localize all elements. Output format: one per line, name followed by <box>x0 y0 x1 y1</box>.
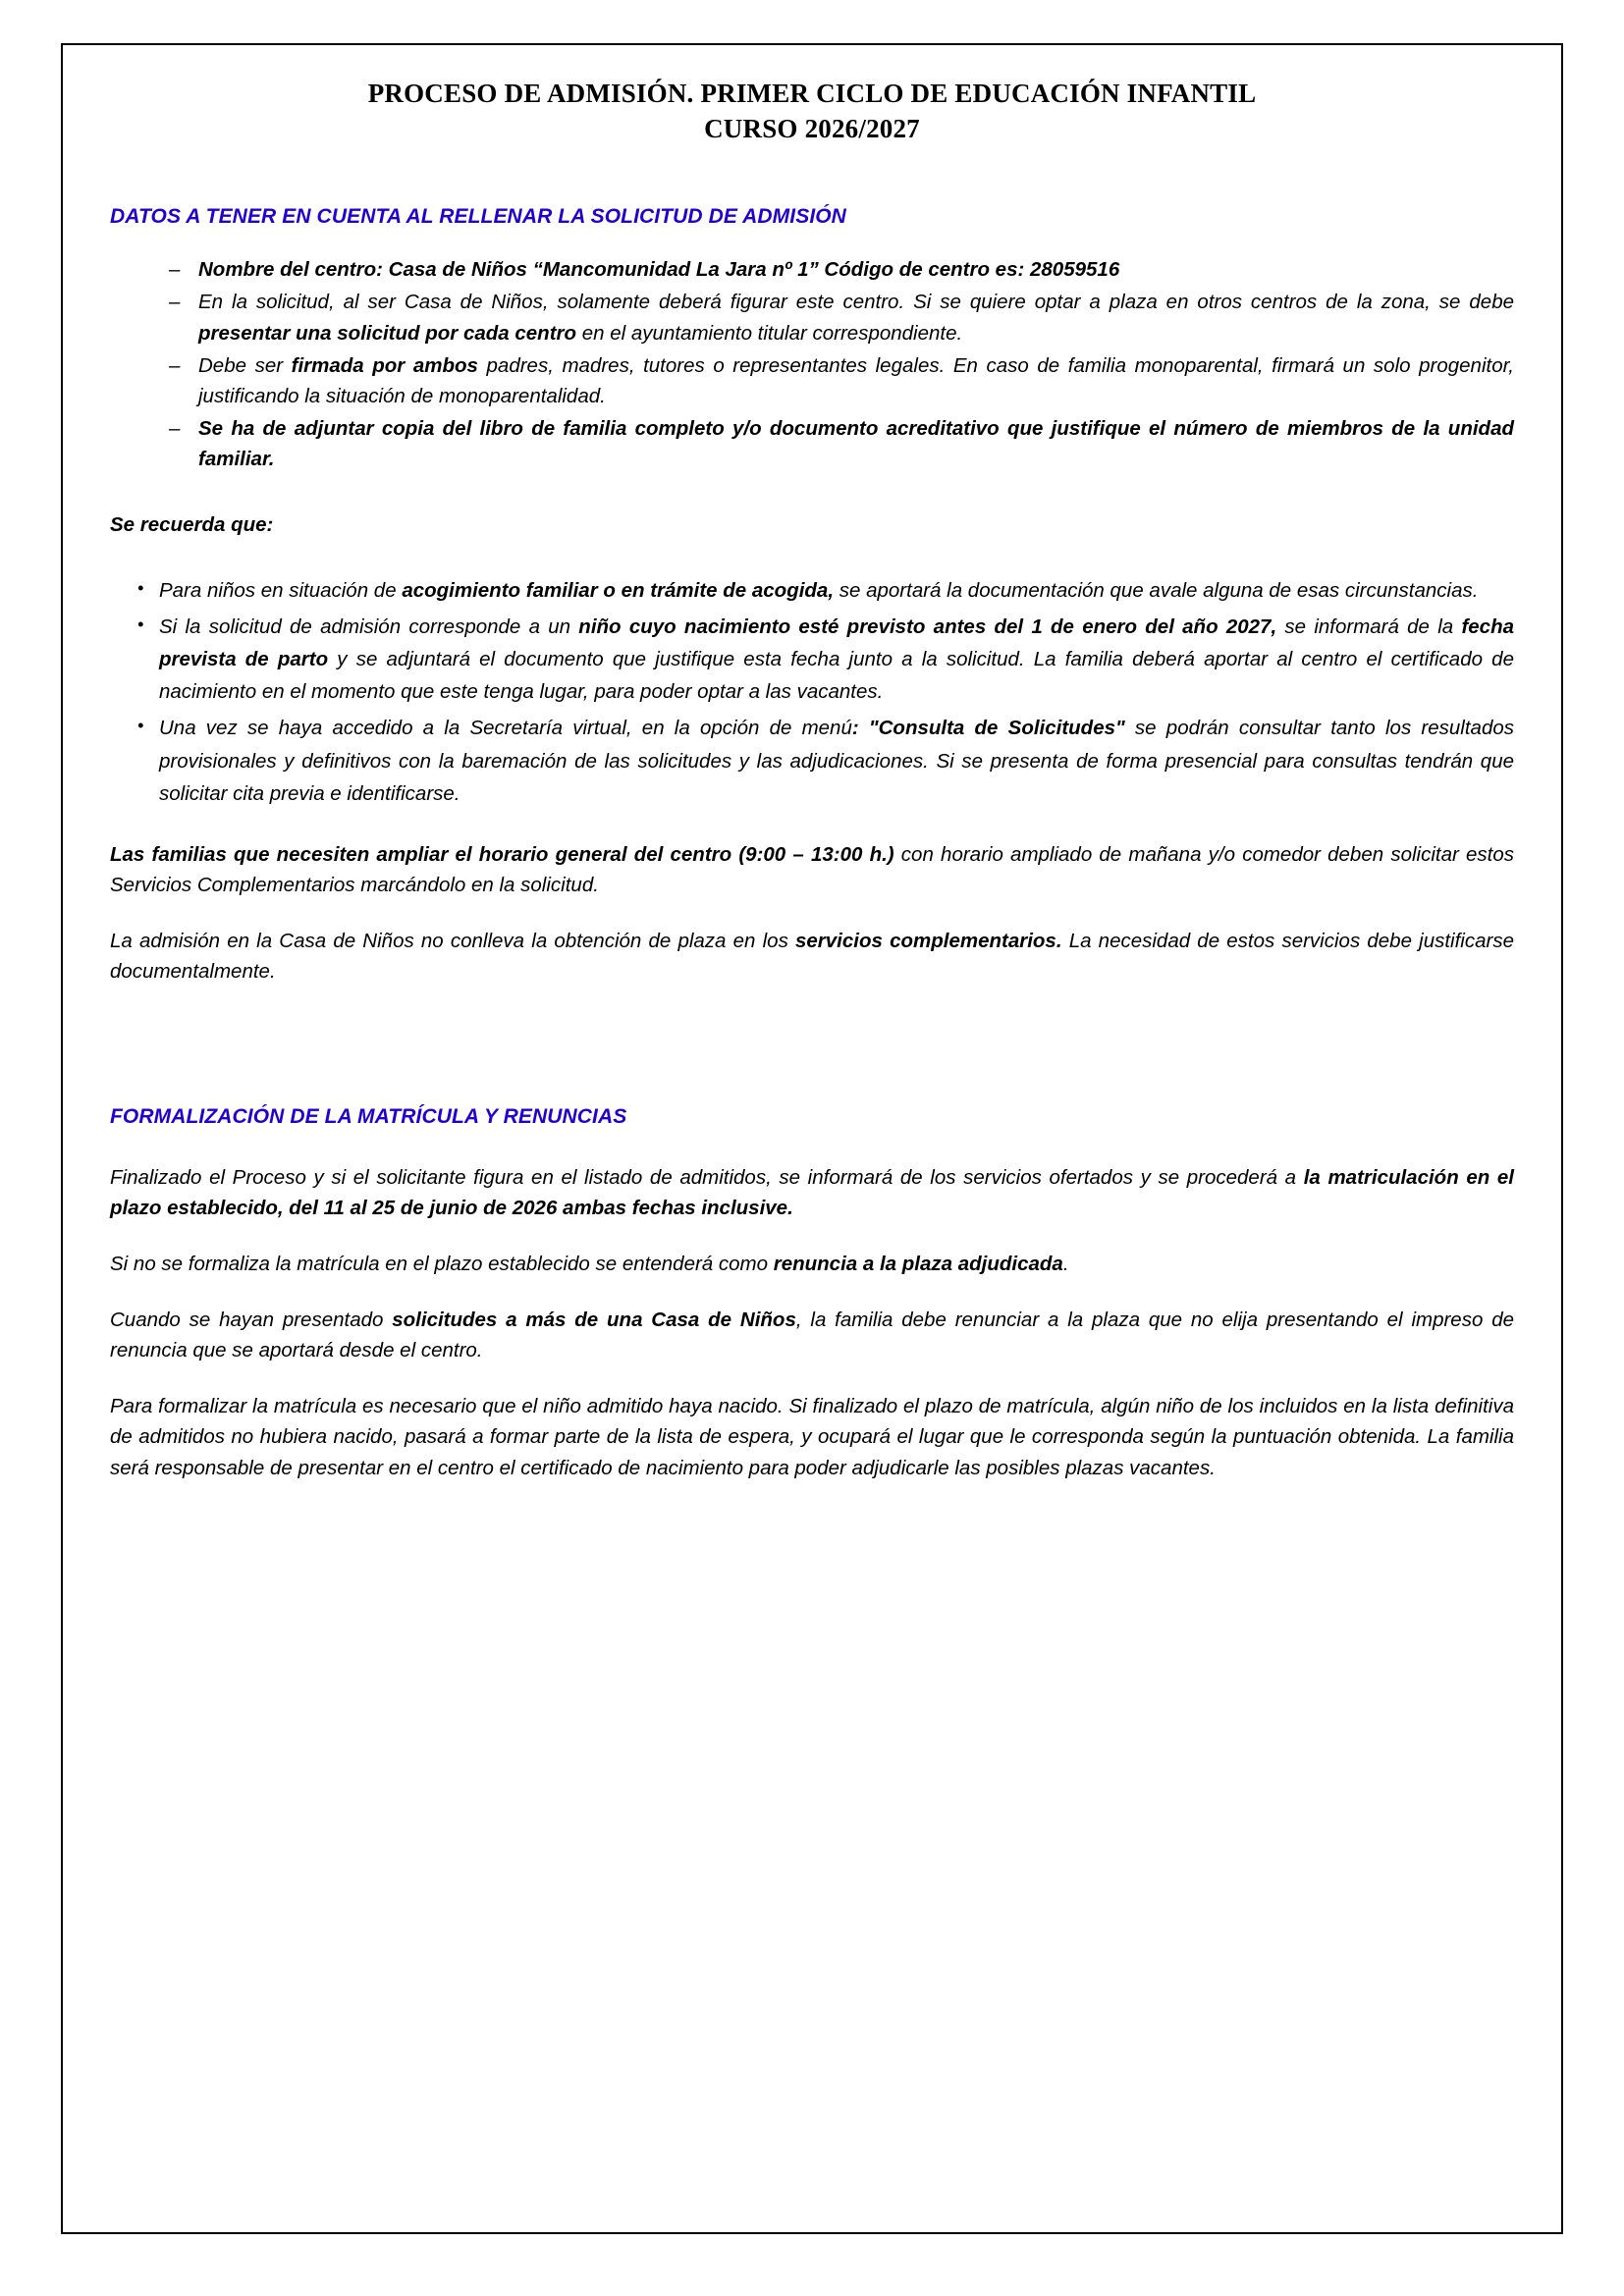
text-emphasis: Nombre del centro: Casa de Niños “Mancomunidad La Jara nº 1” Código de centro es: 28059516 <box>198 258 1120 282</box>
list-item <box>134 712 1514 810</box>
list-item <box>165 413 1514 474</box>
text-emphasis: niño cuyo nacimiento esté previsto antes del 1 de enero del año 2027, <box>578 614 1277 638</box>
list-item <box>165 287 1514 347</box>
reminder-bullets <box>134 574 1514 810</box>
text-emphasis: Se ha de adjuntar copia del libro de familia completo y/o documento acreditativo que justifique el número de miembros de la unidad familiar. <box>198 417 1514 471</box>
text-run: Cuando se hayan presentado <box>110 1308 393 1332</box>
paragraph <box>110 1162 1514 1223</box>
text-run: . <box>1062 1252 1069 1275</box>
list-item <box>165 254 1514 285</box>
text-run: En la solicitud, al ser Casa de Niños, solamente deberá figurar este centro. Si se quiere optar a plaza en otros centros de la zona, se debe <box>198 291 1514 314</box>
text-emphasis: solicitudes a más de una Casa de Niños <box>392 1308 796 1332</box>
text-run: padres, madres, tutores o representantes legales. En caso de familia monoparental, firmará un solo progenitor, justificando la situación de monoparentalidad. <box>198 353 1514 407</box>
text-run: se informará de la <box>1276 614 1462 638</box>
text-emphasis: renuncia a la plaza adjudicada <box>773 1252 1063 1275</box>
section-heading-datos: DATOS A TENER EN CUENTA AL RELLENAR LA SOLICITUD DE ADMISIÓN <box>110 205 846 229</box>
text-emphasis: fecha prevista de parto <box>159 614 1514 670</box>
text-run: Para niños en situación de <box>159 578 403 602</box>
text-run: Si no se formaliza la matrícula en el plazo establecido se entenderá como <box>110 1252 774 1275</box>
text-run: Una vez se haya accedido a la Secretaría virtual, en la opción de menú <box>159 717 852 740</box>
text-emphasis: presentar una solicitud por cada centro <box>198 321 577 345</box>
text-run: Finalizado el Proceso y si el solicitante figura en el listado de admitidos, se informará de los servicios ofertados y se procederá a <box>110 1165 1304 1189</box>
list-item <box>134 611 1514 709</box>
paragraph <box>110 1249 1514 1279</box>
text-run: y se adjuntará el documento que justifique esta fecha junto a la solicitud. La familia deberá aportar al centro el certificado de nacimiento en el momento que este tenga lugar, para poder optar a las vacantes. <box>159 647 1514 704</box>
text-run: Si la solicitud de admisión corresponde a un <box>159 614 579 638</box>
datos-list <box>165 254 1514 474</box>
list-item <box>134 574 1514 607</box>
paragraph <box>110 1391 1514 1482</box>
text-run: Para formalizar la matrícula es necesario que el niño admitido haya nacido. Si finalizado el plazo de matrícula, algún niño de los incluidos en la lista definitiva de admitidos no hubiera nacido, pasará a formar parte de la lista de espera, y ocupará el lugar que le corresponda según la puntuación obtenida. La familia será responsable de presentar en el centro el certificado de nacimiento para poder adjudicarle las posibles plazas vacantes. <box>110 1395 1514 1479</box>
text-run: La admisión en la Casa de Niños no conlleva la obtención de plaza en los <box>110 930 795 953</box>
document-content <box>110 47 1514 1483</box>
text-run: Debe ser <box>198 353 292 377</box>
text-run: se aportará la documentación que avale alguna de esas circunstancias. <box>834 578 1479 602</box>
text-run: La necesidad de estos servicios debe justificarse documentalmente. <box>110 930 1514 984</box>
text-emphasis: firmada por ambos <box>291 353 478 377</box>
paragraph <box>110 1305 1514 1365</box>
text-run: , la familia debe renunciar a la plaza que no elija presentando el impreso de renuncia que se aportará desde el centro. <box>110 1308 1514 1362</box>
text-emphasis: : "Consulta de Solicitudes" <box>851 717 1125 740</box>
page-title <box>110 77 1514 146</box>
section-heading-matricula: FORMALIZACIÓN DE LA MATRÍCULA Y RENUNCIAS <box>110 1104 627 1128</box>
paragraph-servicios <box>110 926 1514 987</box>
title-line-1: PROCESO DE ADMISIÓN. PRIMER CICLO DE EDUCACIÓN INFANTIL <box>367 79 1257 108</box>
list-item <box>165 350 1514 411</box>
paragraph-horario <box>110 839 1514 900</box>
text-emphasis: Las familias que necesiten ampliar el horario general del centro (9:00 – 13:00 h.) <box>110 842 894 866</box>
reminder-heading: Se recuerda que: <box>110 513 274 537</box>
text-run: con horario ampliado de mañana y/o comedor deben solicitar estos Servicios Complementarios marcándolo en la solicitud. <box>110 842 1514 897</box>
text-emphasis: servicios complementarios. <box>795 930 1062 953</box>
matricula-paragraphs <box>110 1162 1514 1483</box>
text-emphasis: acogimiento familiar o en trámite de acogida, <box>402 578 835 602</box>
text-run: en el ayuntamiento titular correspondiente. <box>576 321 963 345</box>
text-run: se podrán consultar tanto los resultados provisionales y definitivos con la baremación de las solicitudes y las adjudicaciones. Si se presenta de forma presencial para consultas tendrán que solicitar cita previa e identificarse. <box>159 717 1514 805</box>
text-emphasis: la matriculación en el plazo establecido, del 11 al 25 de junio de 2026 ambas fechas inclusive. <box>110 1165 1514 1219</box>
title-line-2: CURSO 2026/2027 <box>704 113 920 143</box>
